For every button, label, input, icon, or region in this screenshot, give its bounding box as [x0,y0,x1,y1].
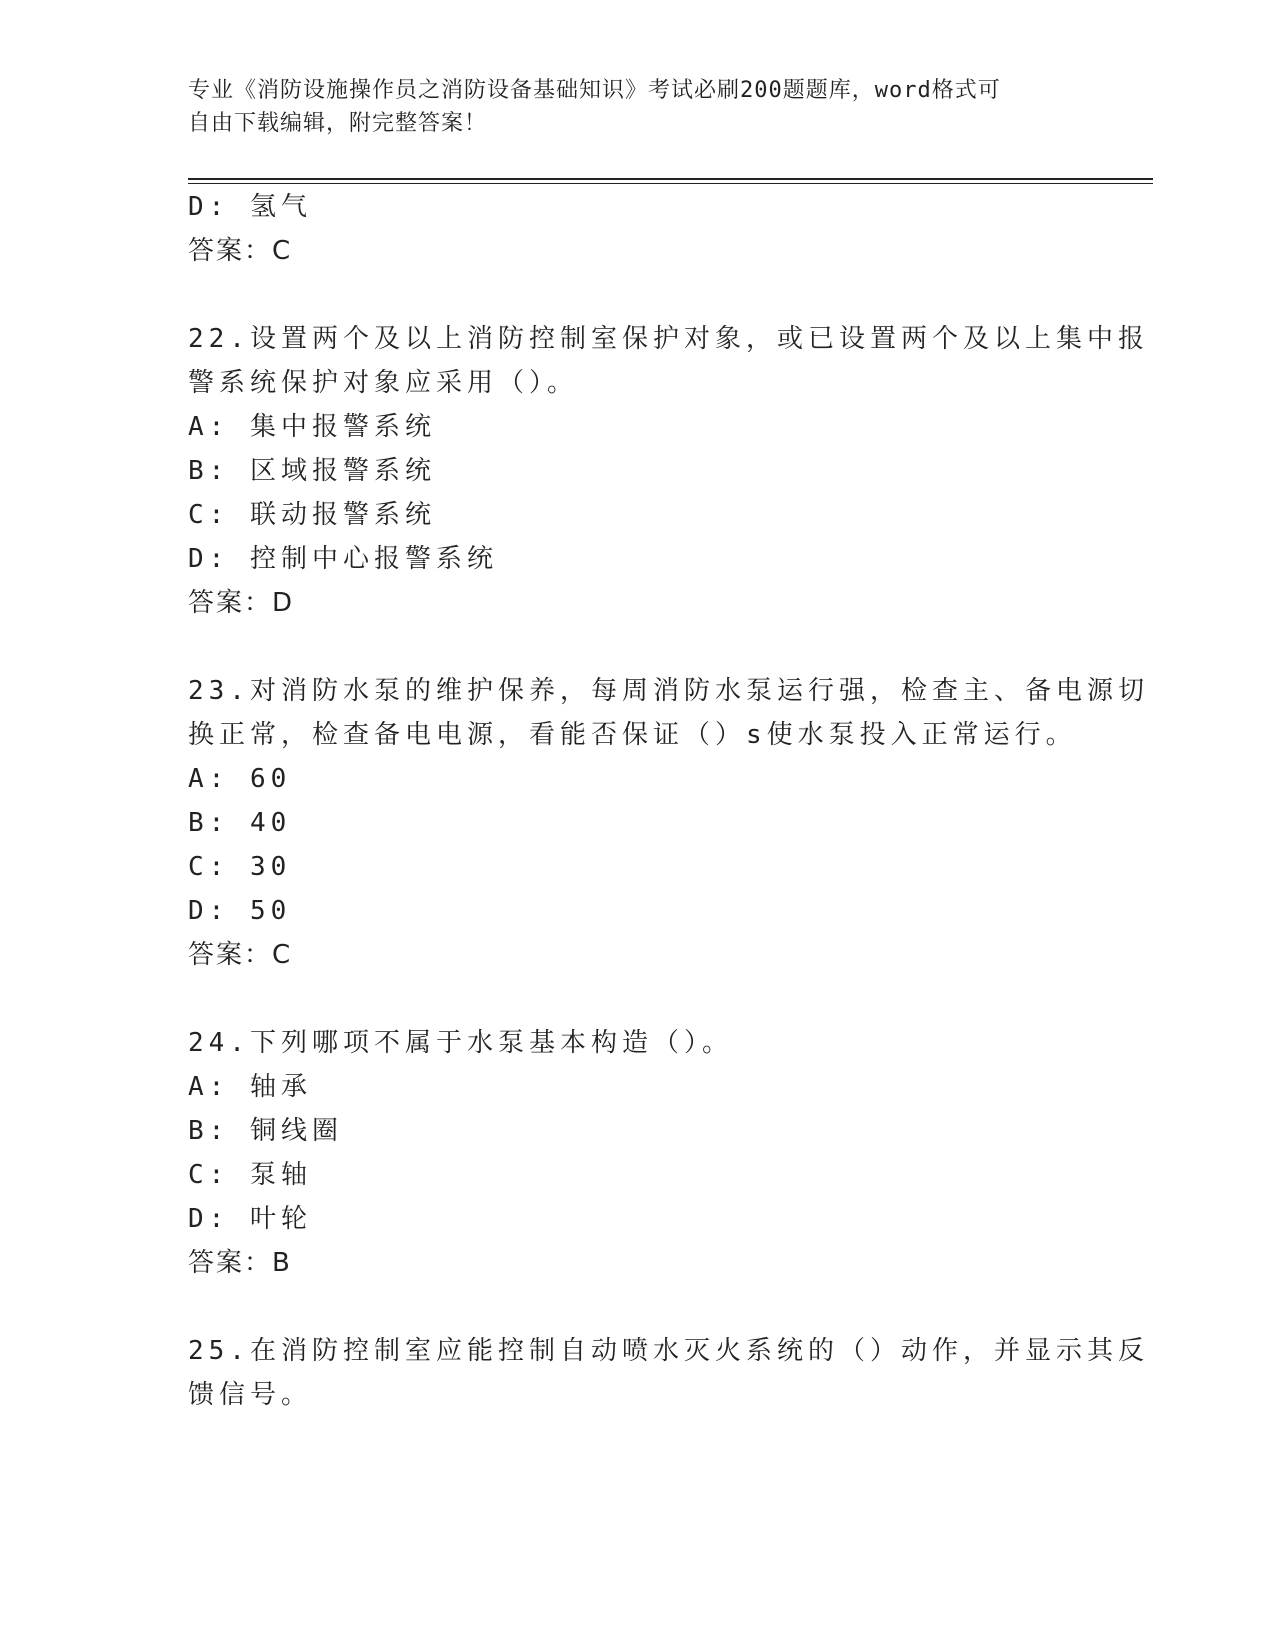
q24-stem-line-1: 24.下列哪项不属于水泵基本构造（）。 [188,1028,733,1058]
q22-answer: 答案：D [188,588,295,618]
q22-option-d: D: 控制中心报警系统 [188,544,498,574]
q25-stem-line-2: 馈信号。 [188,1380,313,1410]
q24-option-b: B: 铜线圈 [188,1116,343,1146]
q23-stem-line-1: 23.对消防水泵的维护保养，每周消防水泵运行强，检查主、备电源切 [188,676,1149,706]
q23-stem-line-2: 换正常，检查备电电源，看能否保证（）s使水泵投入正常运行。 [188,720,1077,750]
q23-option-a: A: 60 [188,764,292,794]
q23-option-b: B: 40 [188,808,292,838]
header-rule-thin [188,183,1153,184]
q24-answer: 答案：B [188,1248,292,1278]
q22-option-b: B: 区域报警系统 [188,456,436,486]
q22-stem-line-1: 22.设置两个及以上消防控制室保护对象，或已设置两个及以上集中报 [188,324,1149,354]
document-header [188,74,1068,140]
q24-option-a: A: 轴承 [188,1072,312,1102]
q23-option-d: D: 50 [188,896,292,926]
q24-option-d: D: 叶轮 [188,1204,312,1234]
q22-option-c: C: 联动报警系统 [188,500,436,530]
header-rule-thick [188,178,1153,180]
q25-stem-line-1: 25.在消防控制室应能控制自动喷水灭火系统的（）动作，并显示其反 [188,1336,1149,1366]
q22-stem-line-2: 警系统保护对象应采用（）。 [188,368,579,398]
q22-option-a: A: 集中报警系统 [188,412,436,442]
header-line-2: 自由下载编辑，附完整答案！ [188,111,488,136]
header-line-1: 专业《消防设施操作员之消防设备基础知识》考试必刷200题题库，word格式可 [188,78,1001,103]
q23-option-c: C: 30 [188,852,292,882]
prev-answer: 答案：C [188,236,293,266]
q24-option-c: C: 泵轴 [188,1160,312,1190]
q23-answer: 答案：C [188,940,293,970]
prev-option-d: D: 氢气 [188,192,312,222]
